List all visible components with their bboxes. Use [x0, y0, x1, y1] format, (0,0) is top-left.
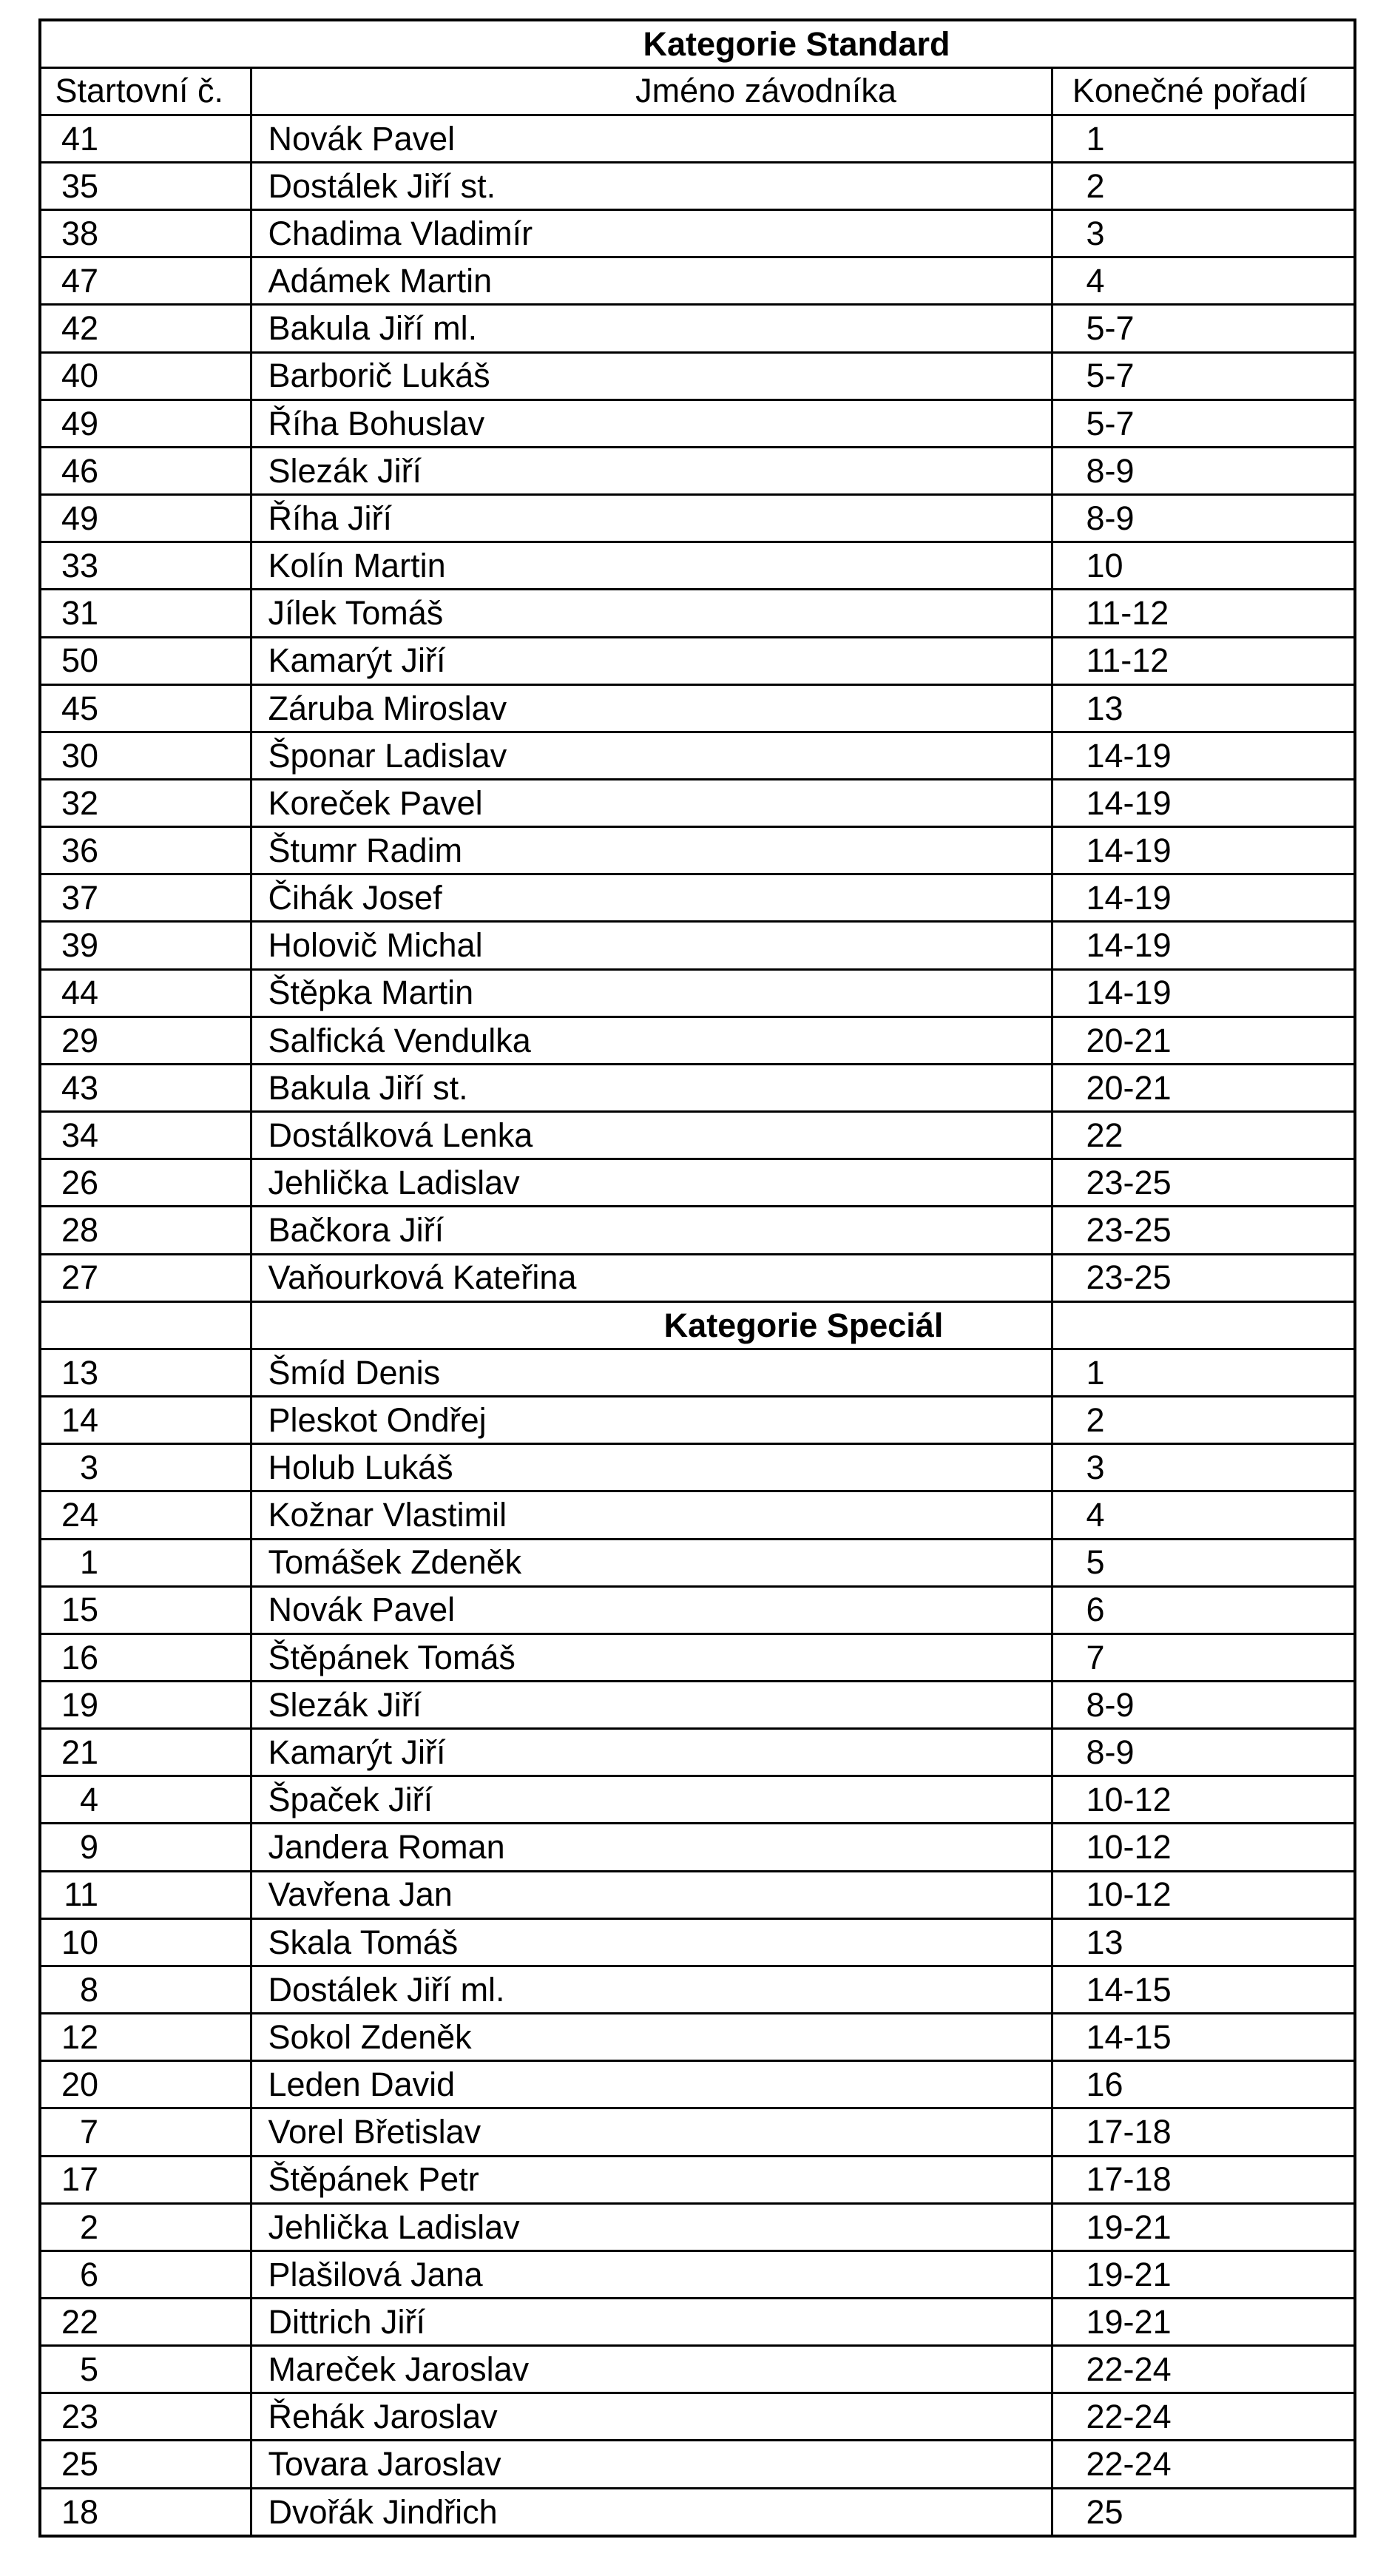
table-row: [40, 1871, 1355, 1918]
start-number: 15: [61, 1591, 98, 1629]
start-number: 13: [61, 1353, 98, 1392]
start-number: 40: [61, 357, 98, 395]
final-rank-cell: 6: [1052, 1586, 1355, 1633]
start-number: 22: [61, 2302, 98, 2341]
final-rank-cell: 8-9: [1052, 1729, 1355, 1776]
table-row: [40, 827, 1355, 874]
start-number: 50: [61, 641, 98, 680]
start-number: 24: [61, 1496, 98, 1534]
start-number-cell: [40, 922, 251, 969]
final-rank-cell: 19-21: [1052, 2299, 1355, 2346]
final-rank-cell: 11-12: [1052, 637, 1355, 684]
start-number: 18: [61, 2492, 98, 2531]
start-number: 2: [79, 2208, 98, 2246]
final-rank-cell: 10-12: [1052, 1871, 1355, 1918]
table-row: [40, 1064, 1355, 1111]
start-number-cell: [40, 1539, 251, 1586]
final-rank-cell: 10-12: [1052, 1776, 1355, 1824]
final-rank-cell: 16: [1052, 2061, 1355, 2108]
table-row: [40, 2299, 1355, 2346]
start-number-cell: [40, 1397, 251, 1444]
final-rank-cell: 10-12: [1052, 1824, 1355, 1871]
start-number: 30: [61, 736, 98, 775]
table-row: [40, 1633, 1355, 1681]
table-row: [40, 590, 1355, 637]
start-number: 34: [61, 1116, 98, 1154]
start-number: 49: [61, 499, 98, 537]
competitor-name-cell: Tomášek Zdeněk: [251, 1539, 1052, 1586]
final-rank-cell: 5-7: [1052, 305, 1355, 352]
start-number: 27: [61, 1258, 98, 1297]
final-rank-cell: 17-18: [1052, 2108, 1355, 2156]
column-header-start-number: Startovní č.: [40, 67, 251, 115]
competitor-name-cell: Holub Lukáš: [251, 1444, 1052, 1491]
table-row: [40, 2441, 1355, 2488]
table-row: [40, 1729, 1355, 1776]
final-rank-cell: 20-21: [1052, 1016, 1355, 1064]
final-rank-cell: 1: [1052, 115, 1355, 162]
competitor-name-cell: Bakula Jiří ml.: [251, 305, 1052, 352]
start-number-cell: [40, 1633, 251, 1681]
start-number: 20: [61, 2066, 98, 2104]
competitor-name-cell: Chadima Vladimír: [251, 210, 1052, 257]
final-rank-cell: 14-19: [1052, 922, 1355, 969]
table-row: [40, 1966, 1355, 2013]
table-row: [40, 1918, 1355, 1966]
start-number-cell: [40, 352, 251, 399]
start-number: 29: [61, 1021, 98, 1059]
start-number: 11: [64, 1875, 98, 1914]
start-number-cell: [40, 2061, 251, 2108]
competitor-name-cell: Leden David: [251, 2061, 1052, 2108]
table-row: [40, 1586, 1355, 1633]
table-row: [40, 447, 1355, 494]
start-number-cell: [40, 1112, 251, 1159]
competitor-name-cell: Šmíd Denis: [251, 1349, 1052, 1396]
start-number-cell: [40, 1207, 251, 1254]
competitor-name-cell: Dvořák Jindřich: [251, 2488, 1052, 2536]
competitor-name-cell: Kamarýt Jiří: [251, 637, 1052, 684]
table-row: [40, 542, 1355, 590]
start-number-cell: [40, 1491, 251, 1539]
start-number: 6: [79, 2255, 98, 2293]
competitor-name-cell: Mareček Jaroslav: [251, 2346, 1052, 2393]
start-number: 21: [61, 1733, 98, 1771]
final-rank-cell: 8-9: [1052, 447, 1355, 494]
start-number-cell: [40, 1729, 251, 1776]
table-row: [40, 1444, 1355, 1491]
start-number: 23: [61, 2398, 98, 2436]
final-rank-cell: 8-9: [1052, 1681, 1355, 1728]
competitor-name-cell: Slezák Jiří: [251, 1681, 1052, 1728]
start-number-cell: [40, 2108, 251, 2156]
competitor-name-cell: Říha Jiří: [251, 495, 1052, 542]
start-number: 1: [79, 1543, 98, 1582]
table-row: [40, 1349, 1355, 1396]
table-row: [40, 2250, 1355, 2298]
start-number-cell: [40, 2393, 251, 2441]
final-rank-cell: 23-25: [1052, 1207, 1355, 1254]
competitor-name-cell: Štěpánek Tomáš: [251, 1633, 1052, 1681]
start-number-cell: [40, 1586, 251, 1633]
competitor-name-cell: Vaňourková Kateřina: [251, 1254, 1052, 1301]
section-title-row: [40, 1301, 1355, 1349]
start-number-cell: [40, 590, 251, 637]
competitor-name-cell: Jehlička Ladislav: [251, 2203, 1052, 2250]
table-row: [40, 780, 1355, 827]
competitor-name-cell: Holovič Michal: [251, 922, 1052, 969]
table-row: [40, 352, 1355, 399]
final-rank-cell: 11-12: [1052, 590, 1355, 637]
final-rank-cell: 22-24: [1052, 2441, 1355, 2488]
start-number-cell: [40, 1966, 251, 2013]
start-number-cell: [40, 2203, 251, 2250]
table-row: [40, 969, 1355, 1016]
start-number: 28: [61, 1211, 98, 1250]
start-number-cell: [40, 1871, 251, 1918]
start-number-cell: [40, 495, 251, 542]
competitor-name-cell: Adámek Martin: [251, 257, 1052, 305]
competitor-name-cell: Skala Tomáš: [251, 1918, 1052, 1966]
competitor-name-cell: Dostálková Lenka: [251, 1112, 1052, 1159]
competitor-name-cell: Jandera Roman: [251, 1824, 1052, 1871]
final-rank-cell: 1: [1052, 1349, 1355, 1396]
start-number: 46: [61, 451, 98, 490]
section-title-empty-cell: [1052, 1301, 1355, 1349]
final-rank-cell: 3: [1052, 1444, 1355, 1491]
section-title: Kategorie Standard: [40, 20, 1355, 67]
results-table: [38, 18, 1356, 2538]
table-row: [40, 1112, 1355, 1159]
table-row: [40, 115, 1355, 162]
competitor-name-cell: Štěpka Martin: [251, 969, 1052, 1016]
start-number: 14: [61, 1400, 98, 1439]
competitor-name-cell: Vorel Břetislav: [251, 2108, 1052, 2156]
final-rank-cell: 4: [1052, 1491, 1355, 1539]
start-number: 44: [61, 974, 98, 1012]
final-rank-cell: 5-7: [1052, 399, 1355, 447]
start-number-cell: [40, 1064, 251, 1111]
table-row: [40, 1207, 1355, 1254]
start-number: 42: [61, 309, 98, 348]
table-row: [40, 1254, 1355, 1301]
final-rank-cell: 14-15: [1052, 2014, 1355, 2061]
table-row: [40, 399, 1355, 447]
start-number-cell: [40, 542, 251, 590]
final-rank-cell: 3: [1052, 210, 1355, 257]
table-row: [40, 305, 1355, 352]
start-number: 47: [61, 262, 98, 300]
competitor-name-cell: Říha Bohuslav: [251, 399, 1052, 447]
start-number-cell: [40, 637, 251, 684]
final-rank-cell: 22-24: [1052, 2346, 1355, 2393]
competitor-name-cell: Slezák Jiří: [251, 447, 1052, 494]
final-rank-cell: 14-19: [1052, 780, 1355, 827]
final-rank-cell: 23-25: [1052, 1254, 1355, 1301]
final-rank-cell: 19-21: [1052, 2250, 1355, 2298]
competitor-name-cell: Koreček Pavel: [251, 780, 1052, 827]
start-number-cell: [40, 1349, 251, 1396]
start-number: 10: [61, 1923, 98, 1961]
start-number-cell: [40, 257, 251, 305]
table-row: [40, 1491, 1355, 1539]
table-row: [40, 2061, 1355, 2108]
section-title-empty-cell: [40, 1301, 251, 1349]
start-number-cell: [40, 2299, 251, 2346]
final-rank-cell: 5-7: [1052, 352, 1355, 399]
table-row: [40, 257, 1355, 305]
final-rank-cell: 17-18: [1052, 2156, 1355, 2203]
competitor-name-cell: Řehák Jaroslav: [251, 2393, 1052, 2441]
table-row: [40, 1016, 1355, 1064]
table-row: [40, 2203, 1355, 2250]
table-row: [40, 2156, 1355, 2203]
table-row: [40, 2346, 1355, 2393]
competitor-name-cell: Tovara Jaroslav: [251, 2441, 1052, 2488]
start-number-cell: [40, 827, 251, 874]
competitor-name-cell: Dostálek Jiří st.: [251, 162, 1052, 209]
start-number-cell: [40, 162, 251, 209]
start-number-cell: [40, 1444, 251, 1491]
table-row: [40, 2014, 1355, 2061]
start-number-cell: [40, 969, 251, 1016]
start-number-cell: [40, 115, 251, 162]
final-rank-cell: 8-9: [1052, 495, 1355, 542]
competitor-name-cell: Jehlička Ladislav: [251, 1159, 1052, 1207]
table-row: [40, 1824, 1355, 1871]
competitor-name-cell: Bakula Jiří st.: [251, 1064, 1052, 1111]
competitor-name-cell: Dittrich Jiří: [251, 2299, 1052, 2346]
start-number-cell: [40, 732, 251, 779]
final-rank-cell: 14-19: [1052, 827, 1355, 874]
competitor-name-cell: Kolín Martin: [251, 542, 1052, 590]
final-rank-cell: 13: [1052, 1918, 1355, 1966]
final-rank-cell: 25: [1052, 2488, 1355, 2536]
final-rank-cell: 2: [1052, 1397, 1355, 1444]
final-rank-cell: 5: [1052, 1539, 1355, 1586]
final-rank-cell: 7: [1052, 1633, 1355, 1681]
final-rank-cell: 4: [1052, 257, 1355, 305]
competitor-name-cell: Sokol Zdeněk: [251, 2014, 1052, 2061]
competitor-name-cell: Salfická Vendulka: [251, 1016, 1052, 1064]
start-number: 36: [61, 831, 98, 869]
table-row: [40, 922, 1355, 969]
start-number-cell: [40, 2488, 251, 2536]
competitor-name-cell: Kamarýt Jiří: [251, 1729, 1052, 1776]
start-number: 39: [61, 926, 98, 965]
start-number: 19: [61, 1685, 98, 1724]
final-rank-cell: 2: [1052, 162, 1355, 209]
competitor-name-cell: Záruba Miroslav: [251, 684, 1052, 732]
competitor-name-cell: Kožnar Vlastimil: [251, 1491, 1052, 1539]
start-number: 32: [61, 783, 98, 822]
start-number-cell: [40, 1254, 251, 1301]
start-number: 7: [79, 2113, 98, 2151]
start-number-cell: [40, 210, 251, 257]
start-number: 26: [61, 1164, 98, 1202]
start-number-cell: [40, 1776, 251, 1824]
competitor-name-cell: Dostálek Jiří ml.: [251, 1966, 1052, 2013]
table-row: [40, 684, 1355, 732]
competitor-name-cell: Jílek Tomáš: [251, 590, 1052, 637]
start-number-cell: [40, 684, 251, 732]
start-number: 49: [61, 404, 98, 442]
start-number-cell: [40, 780, 251, 827]
start-number: 8: [79, 1970, 98, 2009]
final-rank-cell: 14-19: [1052, 969, 1355, 1016]
start-number-cell: [40, 2156, 251, 2203]
competitor-name-cell: Novák Pavel: [251, 115, 1052, 162]
start-number: 4: [79, 1781, 98, 1819]
table-row: [40, 1681, 1355, 1728]
table-row: [40, 637, 1355, 684]
table-row: [40, 2488, 1355, 2536]
column-header-row: [40, 67, 1355, 115]
start-number: 12: [61, 2017, 98, 2056]
table-row: [40, 1539, 1355, 1586]
competitor-name-cell: Bačkora Jiří: [251, 1207, 1052, 1254]
start-number: 16: [61, 1638, 98, 1676]
competitor-name-cell: Špaček Jiří: [251, 1776, 1052, 1824]
start-number: 33: [61, 547, 98, 585]
start-number: 43: [61, 1068, 98, 1107]
table-row: [40, 2393, 1355, 2441]
start-number: 17: [61, 2160, 98, 2199]
table-row: [40, 1776, 1355, 1824]
table-row: [40, 732, 1355, 779]
column-header-final-rank: Konečné pořadí: [1052, 67, 1355, 115]
table-row: [40, 495, 1355, 542]
section-title: Kategorie Speciál: [251, 1301, 1052, 1349]
start-number-cell: [40, 1159, 251, 1207]
competitor-name-cell: Vavřena Jan: [251, 1871, 1052, 1918]
start-number-cell: [40, 399, 251, 447]
final-rank-cell: 14-19: [1052, 874, 1355, 922]
start-number: 45: [61, 689, 98, 727]
final-rank-cell: 22-24: [1052, 2393, 1355, 2441]
start-number-cell: [40, 305, 251, 352]
table-row: [40, 874, 1355, 922]
competitor-name-cell: Plašilová Jana: [251, 2250, 1052, 2298]
final-rank-cell: 14-19: [1052, 732, 1355, 779]
section-title-row: [40, 20, 1355, 67]
final-rank-cell: 20-21: [1052, 1064, 1355, 1111]
final-rank-cell: 14-15: [1052, 1966, 1355, 2013]
table-row: [40, 162, 1355, 209]
final-rank-cell: 23-25: [1052, 1159, 1355, 1207]
competitor-name-cell: Novák Pavel: [251, 1586, 1052, 1633]
start-number: 38: [61, 214, 98, 252]
start-number-cell: [40, 1824, 251, 1871]
start-number-cell: [40, 2346, 251, 2393]
start-number-cell: [40, 2250, 251, 2298]
start-number: 31: [61, 594, 98, 633]
start-number-cell: [40, 447, 251, 494]
competitor-name-cell: Štumr Radim: [251, 827, 1052, 874]
column-header-competitor-name: Jméno závodníka: [251, 67, 1052, 115]
start-number: 35: [61, 166, 98, 205]
table-row: [40, 1397, 1355, 1444]
table-row: [40, 210, 1355, 257]
start-number-cell: [40, 1681, 251, 1728]
competitor-name-cell: Čihák Josef: [251, 874, 1052, 922]
start-number-cell: [40, 1016, 251, 1064]
final-rank-cell: 19-21: [1052, 2203, 1355, 2250]
table-row: [40, 1159, 1355, 1207]
start-number: 5: [79, 2350, 98, 2388]
results-table-body: [40, 20, 1355, 2536]
start-number: 9: [79, 1828, 98, 1867]
start-number-cell: [40, 874, 251, 922]
final-rank-cell: 22: [1052, 1112, 1355, 1159]
start-number: 25: [61, 2445, 98, 2484]
table-row: [40, 2108, 1355, 2156]
start-number: 3: [79, 1449, 98, 1487]
competitor-name-cell: Pleskot Ondřej: [251, 1397, 1052, 1444]
competitor-name-cell: Šponar Ladislav: [251, 732, 1052, 779]
final-rank-cell: 13: [1052, 684, 1355, 732]
final-rank-cell: 10: [1052, 542, 1355, 590]
competitor-name-cell: Štěpánek Petr: [251, 2156, 1052, 2203]
start-number-cell: [40, 2441, 251, 2488]
start-number: 37: [61, 879, 98, 917]
competitor-name-cell: Barborič Lukáš: [251, 352, 1052, 399]
start-number-cell: [40, 1918, 251, 1966]
start-number-cell: [40, 2014, 251, 2061]
start-number: 41: [61, 119, 98, 158]
